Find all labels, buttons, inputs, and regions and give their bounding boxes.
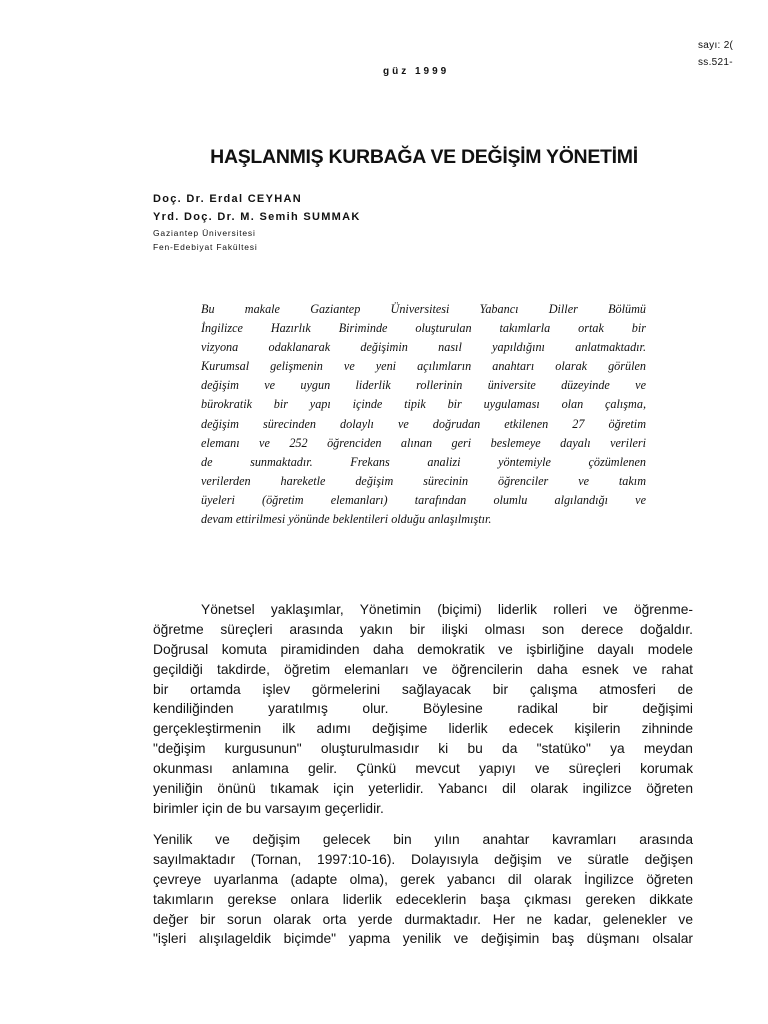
abstract-line: de sunmaktadır. Frekans analizi yöntemiyle çözümlenen bbox=[201, 454, 646, 469]
paragraph-line: geçildiği takdirde, öğretim elemanları ve öğrencilerin daha esnek ve rahat bbox=[153, 661, 693, 677]
journal-ref-line-1: sayı: 2( bbox=[698, 40, 734, 51]
paragraph-line: sayılmaktadır (Tornan, 1997:10-16). Dolayısıyla değişim ve süratle değişen bbox=[153, 851, 693, 867]
paragraph-line: "değişim kurgusunun" oluşturulmasıdır ki bu da "statüko" ya meydan bbox=[153, 741, 693, 757]
paragraph-line: "işleri alışılageldik biçimde" yapma yenilik ve değişimin baş düşmanı olsalar bbox=[153, 931, 693, 947]
paragraph-line: Yönetsel yaklaşımlar, Yönetimin (biçimi) liderlik rolleri ve öğrenme- bbox=[201, 602, 693, 617]
paragraph-line: kendiliğinden yaratılmış olur. Böylesine radikal bir değişimi bbox=[153, 701, 693, 717]
paragraph-line: çevreye uyarlanma (adapte olma), gerek yabancı dil olarak İngilizce öğreten bbox=[153, 871, 693, 887]
abstract-line: Kurumsal gelişmenin ve yeni açılımların anahtarı olarak görülen bbox=[201, 359, 646, 374]
abstract-line: değişim ve uygun liderlik rollerinin üniversite düzeyinde ve bbox=[201, 378, 646, 393]
abstract-line: verilerden hareketle değişim sürecinin öğrenciler ve takım bbox=[201, 473, 646, 488]
abstract-line: vizyona odaklanarak değişimin nasıl yapıldığını anlatmaktadır. bbox=[201, 340, 646, 355]
affiliation-university: Gaziantep Üniversitesi bbox=[153, 228, 256, 238]
abstract-line: devam ettirilmesi yönünde beklentileri olduğu anlaşılmıştır. bbox=[201, 512, 492, 527]
abstract-line: bürokratik bir yapı içinde tipik bir uygulaması olan çalışma, bbox=[201, 397, 646, 412]
abstract-line: değişim sürecinden dolaylı ve doğrudan etkilenen 27 öğretim bbox=[201, 416, 646, 431]
author-1: Doç. Dr. Erdal CEYHAN bbox=[153, 193, 302, 205]
issue-season: güz 1999 bbox=[383, 66, 450, 77]
paragraph-line: takımların gerekse onlara liderlik edeceklerin başa çıkması gereken dikkate bbox=[153, 891, 693, 907]
abstract-line: elemanı ve 252 öğrenciden alınan geri beslemeye dayalı verileri bbox=[201, 435, 646, 450]
paragraph-line: değer bir sorun olarak orta yerde durmaktadır. Her ne kadar, gelenekler ve bbox=[153, 911, 693, 927]
abstract-line: İngilizce Hazırlık Biriminde oluşturulan takımlarla ortak bir bbox=[201, 321, 646, 336]
paragraph-line: Yenilik ve değişim gelecek bin yılın anahtar kavramları arasında bbox=[153, 832, 693, 847]
paragraph-line: birimler için de bu varsayım geçerlidir. bbox=[153, 800, 384, 816]
paragraph-line: öğretme süreçleri arasında yakın bir ilişki olması son derece doğaldır. bbox=[153, 621, 693, 637]
affiliation-faculty: Fen-Edebiyat Fakültesi bbox=[153, 242, 258, 252]
abstract-line: üyeleri (öğretim elemanları) tarafından olumlu algılandığı ve bbox=[201, 492, 646, 507]
article-title: HAŞLANMIŞ KURBAĞA VE DEĞİŞİM YÖNETİMİ bbox=[210, 146, 638, 168]
abstract-line: Bu makale Gaziantep Üniversitesi Yabancı Diller Bölümü bbox=[201, 302, 646, 316]
abstract bbox=[201, 300, 646, 529]
author-2: Yrd. Doç. Dr. M. Semih SUMMAK bbox=[153, 211, 361, 223]
paragraph-line: bir ortamda işlev görmelerini sağlayacak bir çalışma atmosferi de bbox=[153, 681, 693, 697]
journal-ref-line-2: ss.521- bbox=[698, 57, 733, 68]
body-paragraph-2 bbox=[153, 830, 693, 949]
paragraph-line: okunması anlamına gelir. Çünkü mevcut yapıyı ve süreçleri korumak bbox=[153, 761, 693, 777]
paragraph-line: Doğrusal komuta piramidinden daha demokratik ve işbirliğine dayalı modele bbox=[153, 641, 693, 657]
paragraph-line: gerçekleştirmenin ilk adımı değişime liderlik edecek kişilerin zihninde bbox=[153, 721, 693, 737]
paragraph-line: yeniliğin önünü tıkamak için yeterlidir. Yabancı dil olarak ingilizce öğreten bbox=[153, 781, 693, 797]
body-paragraph-1 bbox=[153, 600, 693, 819]
